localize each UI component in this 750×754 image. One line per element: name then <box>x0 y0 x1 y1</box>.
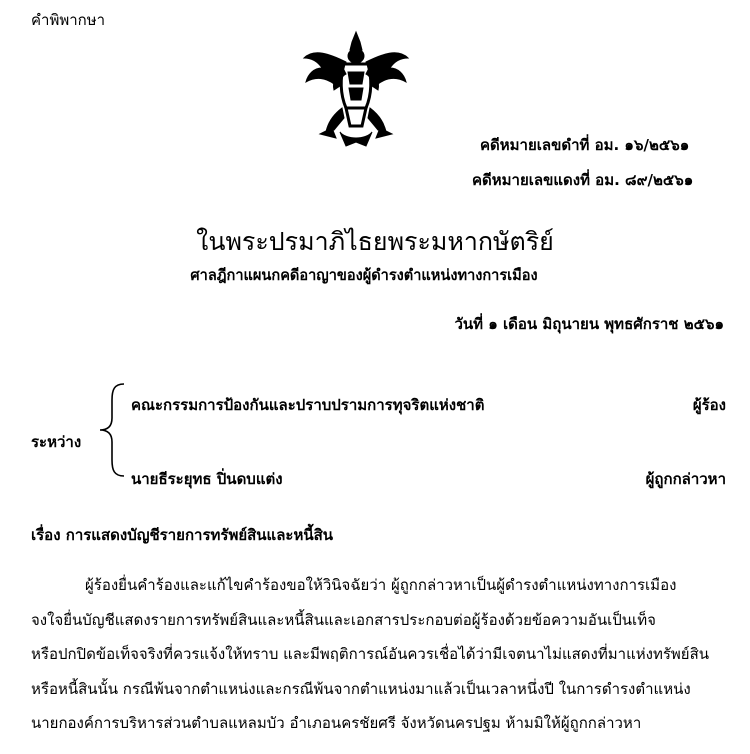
defendant-name: นายธีระยุทธ ปิ่นดบแต่ง <box>131 470 283 488</box>
defendant-role: ผู้ถูกกล่าวหา <box>645 470 726 488</box>
body-text-line: หรือปกปิดข้อเท็จจริงที่ควรแจ้งให้ทราบ และมีพฤติการณ์อันควรเชื่อได้ว่ามีเจตนาไม่แสดงที่มาแห่งทรัพย์สิน <box>31 645 709 663</box>
case-red-number: คดีหมายเลขแดงที่ อม. ๘๙/๒๕๖๑ <box>472 171 694 189</box>
document-type: คำพิพากษา <box>31 11 106 29</box>
plaintiff-name: คณะกรรมการป้องกันและปราบปรามการทุจริตแห่งชาติ <box>131 396 485 414</box>
court-name: ศาลฎีกาแผนกคดีอาญาของผู้ดำรงตำแหน่งทางการเมือง <box>190 266 538 284</box>
body-text-line: นายกองค์การบริหารส่วนตำบลแหลมบัว อำเภอนครชัยศรี จังหวัดนครปฐม ห้ามมิให้ผู้ถูกกล่าวหา <box>31 714 642 732</box>
brace-icon <box>94 380 128 480</box>
in-the-name-of-the-king: ในพระปรมาภิไธยพระมหากษัตริย์ <box>196 227 554 256</box>
garuda-emblem-icon <box>300 28 412 150</box>
body-text-line: จงใจยื่นบัญชีแสดงรายการทรัพย์สินและหนี้สินและเอกสารประกอบต่อผู้ร้องด้วยข้อความอันเป็นเท็จ <box>31 611 656 629</box>
judgment-date: วันที่ ๑ เดือน มิถุนายน พุทธศักราช ๒๕๖๑ <box>454 315 724 333</box>
case-black-number: คดีหมายเลขดำที่ อม. ๑๖/๒๕๖๑ <box>480 136 690 154</box>
between-label: ระหว่าง <box>31 433 82 451</box>
body-text-line: หรือหนี้สินนั้น กรณีพ้นจากตำแหน่งและกรณีพ้นจากตำแหน่งมาแล้วเป็นเวลาหนึ่งปี ในการดำรงตำแหน่ง <box>31 680 691 698</box>
body-text-line: ผู้ร้องยื่นคำร้องและแก้ไขคำร้องขอให้วินิจฉัยว่า ผู้ถูกกล่าวหาเป็นผู้ดำรงตำแหน่งทางการเมือง <box>85 576 677 594</box>
plaintiff-role: ผู้ร้อง <box>692 396 726 414</box>
subject-line: เรื่อง การแสดงบัญชีรายการทรัพย์สินและหนี้สิน <box>31 526 333 544</box>
